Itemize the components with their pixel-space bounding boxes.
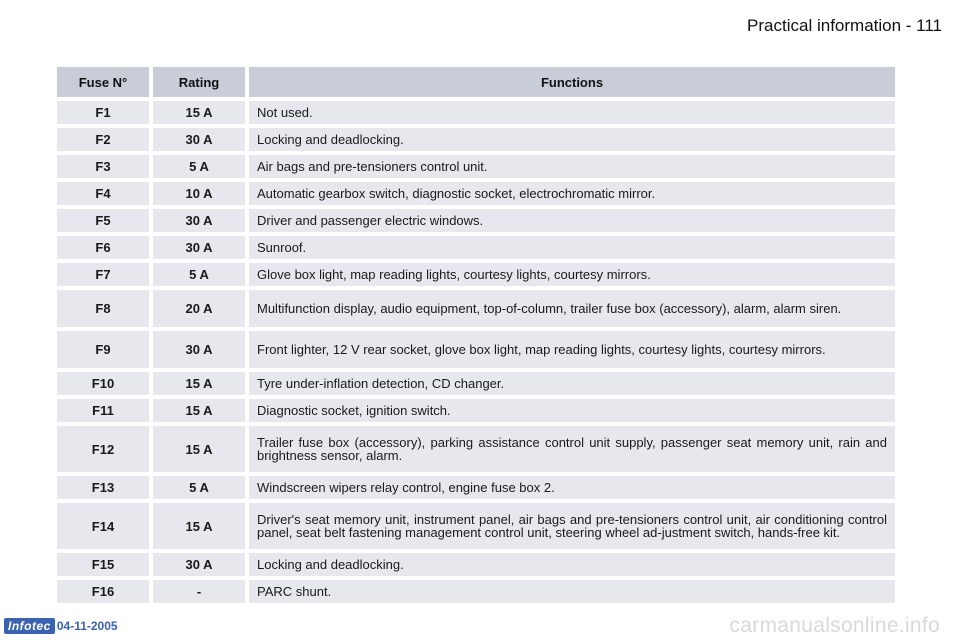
- infotec-logo: Infotec: [4, 618, 55, 634]
- fuse-table: [53, 63, 899, 607]
- rating-cell: 15 A: [153, 426, 245, 472]
- table-row: [57, 580, 895, 603]
- fuse-cell: F6: [57, 236, 149, 259]
- rating-cell: 30 A: [153, 209, 245, 232]
- table-row: [57, 426, 895, 472]
- rating-cell: 30 A: [153, 128, 245, 151]
- table-row: [57, 155, 895, 178]
- watermark: carmanualsonline.info: [729, 614, 940, 637]
- fuse-cell: F3: [57, 155, 149, 178]
- table-row: [57, 372, 895, 395]
- function-cell: Driver and passenger electric windows.: [249, 209, 895, 232]
- fuse-cell: F11: [57, 399, 149, 422]
- column-header-functions: Functions: [249, 67, 895, 97]
- function-cell: Multifunction display, audio equipment, top-of-column, trailer fuse box (accessory), alarm, alarm siren.: [249, 290, 895, 327]
- function-cell: Trailer fuse box (accessory), parking assistance control unit supply, passenger seat memory unit, rain and brightness sensor, alarm.: [249, 426, 895, 472]
- fuse-cell: F8: [57, 290, 149, 327]
- table-row: [57, 263, 895, 286]
- table-row: [57, 476, 895, 499]
- rating-cell: 30 A: [153, 553, 245, 576]
- function-cell: Locking and deadlocking.: [249, 553, 895, 576]
- function-cell: Not used.: [249, 101, 895, 124]
- rating-cell: 15 A: [153, 503, 245, 549]
- fuse-cell: F4: [57, 182, 149, 205]
- function-cell: Glove box light, map reading lights, courtesy lights, courtesy mirrors.: [249, 263, 895, 286]
- function-cell: Tyre under-inflation detection, CD changer.: [249, 372, 895, 395]
- table-row: [57, 182, 895, 205]
- fuse-cell: F2: [57, 128, 149, 151]
- table-row: [57, 331, 895, 368]
- rating-cell: 5 A: [153, 476, 245, 499]
- page-title: Practical information - 111: [747, 16, 942, 35]
- rating-cell: 30 A: [153, 236, 245, 259]
- function-cell: Diagnostic socket, ignition switch.: [249, 399, 895, 422]
- table-row: [57, 503, 895, 549]
- rating-cell: -: [153, 580, 245, 603]
- rating-cell: 20 A: [153, 290, 245, 327]
- rating-cell: 5 A: [153, 263, 245, 286]
- table-row: [57, 399, 895, 422]
- fuse-cell: F13: [57, 476, 149, 499]
- fuse-cell: F16: [57, 580, 149, 603]
- table-row: [57, 236, 895, 259]
- table-row: [57, 128, 895, 151]
- fuse-cell: F15: [57, 553, 149, 576]
- function-cell: Sunroof.: [249, 236, 895, 259]
- table-row: [57, 290, 895, 327]
- rating-cell: 15 A: [153, 399, 245, 422]
- fuse-cell: F1: [57, 101, 149, 124]
- column-header-rating: Rating: [153, 67, 245, 97]
- fuse-cell: F7: [57, 263, 149, 286]
- function-cell: Front lighter, 12 V rear socket, glove box light, map reading lights, courtesy lights, courtesy mirrors.: [249, 331, 895, 368]
- function-cell: PARC shunt.: [249, 580, 895, 603]
- table-row: [57, 209, 895, 232]
- rating-cell: 15 A: [153, 372, 245, 395]
- table-row: [57, 553, 895, 576]
- rating-cell: 10 A: [153, 182, 245, 205]
- footer: [4, 618, 118, 634]
- rating-cell: 5 A: [153, 155, 245, 178]
- rating-cell: 30 A: [153, 331, 245, 368]
- fuse-cell: F10: [57, 372, 149, 395]
- function-cell: Air bags and pre-tensioners control unit.: [249, 155, 895, 178]
- function-cell: Windscreen wipers relay control, engine fuse box 2.: [249, 476, 895, 499]
- function-cell: Locking and deadlocking.: [249, 128, 895, 151]
- rating-cell: 15 A: [153, 101, 245, 124]
- fuse-cell: F12: [57, 426, 149, 472]
- function-cell: Automatic gearbox switch, diagnostic socket, electrochromatic mirror.: [249, 182, 895, 205]
- footer-date: 04-11-2005: [56, 619, 118, 633]
- fuse-cell: F9: [57, 331, 149, 368]
- table-row: [57, 101, 895, 124]
- table-header-row: [57, 67, 895, 97]
- function-cell: Driver's seat memory unit, instrument panel, air bags and pre-tensioners control unit, air conditioning control panel, seat belt fastening management control unit, steering wheel ad-justment switch, hands-free kit.: [249, 503, 895, 549]
- column-header-fuse: Fuse N°: [57, 67, 149, 97]
- fuse-cell: F14: [57, 503, 149, 549]
- fuse-cell: F5: [57, 209, 149, 232]
